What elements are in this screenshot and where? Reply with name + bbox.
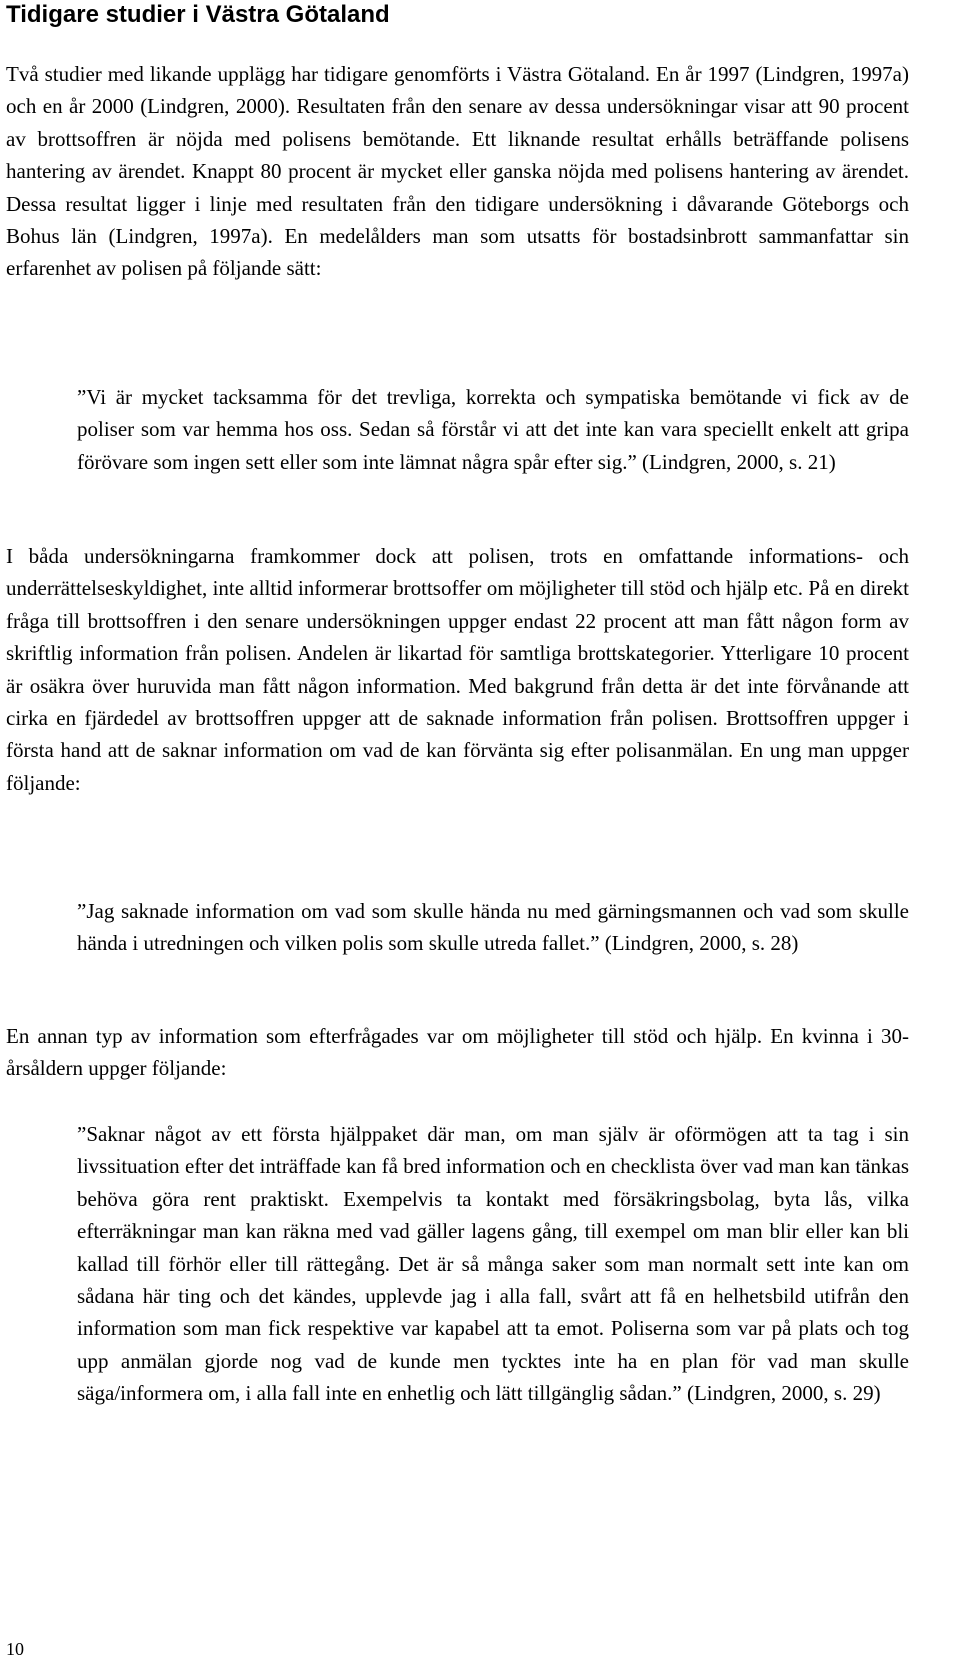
body-paragraph-3: En annan typ av information som efterfrågades var om möjligheter till stöd och hjälp. En kvinna i 30-årsåldern uppger följande: [6, 1024, 909, 1081]
block-quote-3: ”Saknar något av ett första hjälppaket där man, om man själv är oförmögen att ta tag i sin livssituation efter det inträffade kan få bred information och en checklista över vad man kan tänkas behöva göra rent praktiskt. Exempelvis ta kontakt med försäkringsbolag, byta lås, vilka efterräkningar man kan räkna med vad gäller lagens gång, till exempel om man blir eller kan bli kallad till förhör eller till rättegång. Det är så många saker som man normalt sett inte kan om sådana här ting och det kändes, upplevde jag i alla fall, svårt att få en helhetsbild utifrån den information som man fick respektive var kapabel att ta emot. Poliserna som var på plats och tog upp anmälan gjorde nog vad de kunde men tycktes inte ha en plan för vad man skulle säga/informera om, i alla fall inte en enhetlig och lätt tillgänglig sådan.” (Lindgren, 2000, s. 29) [77, 1122, 909, 1406]
body-paragraph-1: Två studier med likande upplägg har tidigare genomförts i Västra Götaland. En år 1997 (Lindgren, 1997a) och en år 2000 (Lindgren, 2000). Resultaten från den senare av dessa undersökningar visar att 90 procent av brottsoffren är nöjda med polisens bemötande. Ett liknande resultat erhålls beträffande polisens hantering av ärendet. Knappt 80 procent är mycket eller ganska nöjda med polisens hantering av ärendet. Dessa resultat ligger i linje med resultaten från den tidigare undersökning i dåvarande Göteborgs och Bohus län (Lindgren, 1997a). En medelålders man som utsatts för bostadsinbrott sammanfattar sin erfarenhet av polisen på följande sätt: [6, 62, 909, 281]
page-number: 10 [6, 1639, 24, 1659]
block-quote-2: ”Jag saknade information om vad som skulle hända nu med gärningsmannen och vad som skulle hända i utredningen och vilken polis som skulle utreda fallet.” (Lindgren, 2000, s. 28) [77, 899, 909, 956]
block-quote-1: ”Vi är mycket tacksamma för det trevliga, korrekta och sympatiska bemötande vi fick av de poliser som var hemma hos oss. Sedan så förstår vi att det inte kan vara speciellt enkelt att gripa förövare som ingen sett eller som inte lämnat några spår efter sig.” (Lindgren, 2000, s. 21) [77, 385, 909, 474]
section-heading: Tidigare studier i Västra Götaland [6, 1, 390, 28]
body-paragraph-2: I båda undersökningarna framkommer dock att polisen, trots en omfattande informations- och underrättelseskyldighet, inte alltid informerar brottsoffer om möjligheter till stöd och hjälp etc. På en direkt fråga till brottsoffren i den senare undersökningen uppger endast 22 procent att man fått någon form av skriftlig information från polisen. Andelen är likartad för samtliga brottskategorier. Ytterligare 10 procent är osäkra över huruvida man fått någon information. Med bakgrund från detta är det inte förvånande att cirka en fjärdedel av brottsoffren uppger att de saknade information från polisen. Brottsoffren uppger i första hand att de saknar information om vad de kan förvänta sig efter polisanmälan. En ung man uppger följande: [6, 544, 909, 795]
